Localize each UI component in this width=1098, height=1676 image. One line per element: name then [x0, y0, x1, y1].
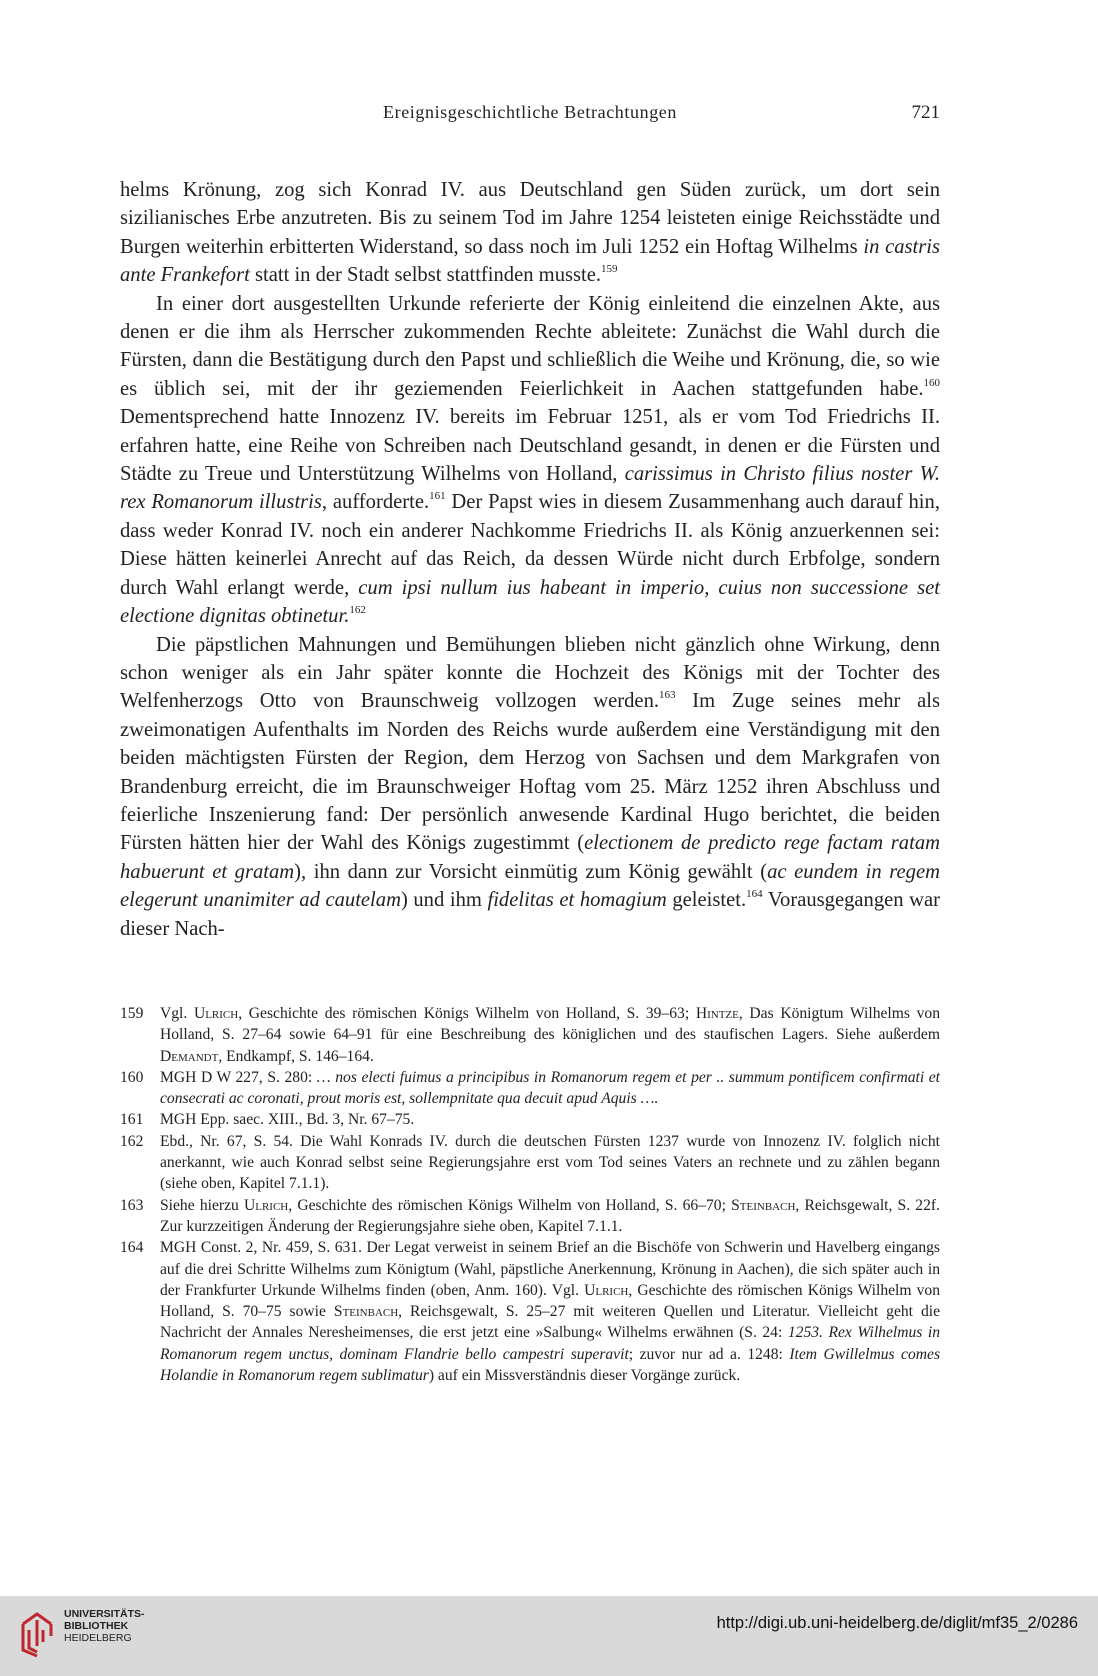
- footnote-ref-162: 162: [349, 604, 366, 617]
- library-logo-text[interactable]: UNIVERSITÄTS- BIBLIOTHEK HEIDELBERG: [64, 1608, 145, 1644]
- page-number: 721: [911, 102, 940, 123]
- paragraph-1: helms Krönung, zog sich Konrad IV. aus Deutschland gen Süden zurück, um dort sein sizilianisches Erbe anzutreten. Bis zu seinem Tod im Jahre 1254 leisteten einige Reichsstädte und Burgen weiterhin erbitterten Widerstand, so dass noch im Juli 1252 ein Hoftag Wilhelms in castris ante Frankefort statt in der Stadt selbst stattfinden musste.$^{159}$: [120, 179, 941, 287]
- footnotes: [120, 1003, 940, 1386]
- footnote-160: 160 MGH D W 227, S. 280: … nos electi fuimus a principibus in Romanorum regem et per .. summum pontificem confirmati et consecrati ac coronati, prout moris est, sollempnitate qua decuit apud Aquis ….: [120, 1068, 940, 1108]
- footnote-number: 160: [120, 1068, 144, 1086]
- footnote-161: 161 MGH Epp. saec. XIII., Bd. 3, Nr. 67–75.: [120, 1109, 940, 1130]
- footnote-ref-160: 160: [923, 376, 940, 389]
- footer-bar: [0, 1596, 1098, 1676]
- source-url-link[interactable]: http://digi.ub.uni-heidelberg.de/diglit/mf35_2/0286: [716, 1614, 1078, 1632]
- footnote-163: 163 Siehe hierzu Ulrich, Geschichte des römischen Königs Wilhelm von Holland, S. 66–70; Steinbach, Reichsgewalt, S. 22f. Zur kurzzeitigen Änderung der Regierungsjahre siehe oben, Kapitel 7.1.1.: [120, 1196, 940, 1235]
- footnote-number: 164: [120, 1239, 144, 1257]
- running-header-title: Ereignisgeschichtliche Betrachtungen: [383, 102, 677, 122]
- running-header: [120, 102, 940, 128]
- paragraph-3: Die päpstlichen Mahnungen und Bemühungen blieben nicht gänzlich ohne Wirkung, denn schon weniger als ein Jahr später konnte die Hochzeit des Königs mit der Tochter des Welfenherzogs Otto von Braunschweig vollzogen werden.$^{163}$ Im Zuge seines mehr als zweimonatigen Aufenthalts im Norden des Reichs wurde außerdem eine Verständigung mit den beiden mächtigsten Fürsten der Region, dem Herzog von Sachsen und dem Markgrafen von Brandenburg erreicht, die im Braunschweiger Hoftag vom 25. März 1252 ihren Abschluss und feierliche Inszenierung fand: Der persönlich anwesende Kardinal Hugo berichtet, die beiden Fürsten hätten hier der Wahl des Königs zugestimmt (electionem de predicto rege factam ratam habuerunt et gratam), ihn dann zur Vorsicht einmütig zum König gewählt (ac eundem in regem elegerunt unanimiter ad cautelam) und ihm fidelitas et homagium geleistet.$^{164}$ Vorausgegangen war dieser Nach-: [120, 633, 940, 940]
- footnote-162: 162 Ebd., Nr. 67, S. 54. Die Wahl Konrads IV. durch die deutschen Fürsten 1237 wurde von Innozenz IV. folglich nicht anerkannt, wie auch Konrad selbst seine Regierungsjahre erst vom Tod seines Vaters an rechnete und zu zählen begann (siehe oben, Kapitel 7.1.1).: [120, 1132, 940, 1193]
- footnote-number: 161: [120, 1111, 144, 1129]
- footnote-ref-164: 164: [746, 888, 763, 901]
- footnote-number: 163: [120, 1196, 144, 1214]
- main-text: [120, 176, 940, 943]
- footnote-ref-159: 159: [601, 263, 618, 276]
- footnote-ref-163: 163: [659, 689, 676, 702]
- footnote-number: 159: [120, 1005, 144, 1022]
- footnote-159: 159 Vgl. Ulrich, Geschichte des römischen Königs Wilhelm von Holland, S. 39–63; Hintze, Das Königtum Wilhelms von Holland, S. 27–64 sowie 64–91 für eine Beschreibung des königlichen und des staufischen Lagers. Siehe außerdem Demandt, Endkampf, S. 146–164.: [120, 1005, 940, 1065]
- footnote-number: 162: [120, 1132, 144, 1150]
- footnote-ref-161: 161: [429, 490, 446, 503]
- paragraph-2: In einer dort ausgestellten Urkunde referierte der König einleitend die einzelnen Akte, aus denen er die ihm als Herrscher zukommenden Rechte ableitete: Zunächst die Wahl durch die Fürsten, dann die Bestätigung durch den Papst und schließlich die Weihe und Krönung, die, so wie es üblich sei, mit der ihr geziemenden Feierlichkeit in Aachen stattgefunden habe.$^{160}$ Dementsprechend hatte Innozenz IV. bereits im Februar 1251, als er vom Tod Friedrichs II. erfahren hatte, eine Reihe von Schreiben nach Deutschland gesandt, in denen er die Fürsten und Städte zu Treue und Unterstützung Wilhelms von Holland, carissimus in Christo filius noster W. rex Romanorum illustris, aufforderte.$^{161}$ Der Papst wies in diesem Zusammenhang auch darauf hin, dass weder Konrad IV. noch ein anderer Nachkomme Friedrichs II. als König anzuerkennen sei: Diese hätten keinerlei Anrecht auf das Reich, da dessen Würde nicht durch Erbfolge, sondern durch Wahl erlangt werde, cum ipsi nullum ius habeant in imperio, cuius non successione set electione dignitas obtinetur.$^{162}$: [120, 292, 940, 628]
- library-logo-icon[interactable]: [17, 1606, 57, 1658]
- footnote-164: 164 MGH Const. 2, Nr. 459, S. 631. Der Legat verweist in seinem Brief an die Bischöfe von Schwerin und Havelberg eingangs auf die drei Schritte Wilhelms zum Königtum (Wahl, päpstliche Anerkennung, Krönung in Aachen), die sich später auch in der Frankfurter Urkunde Wilhelms finden (oben, Anm. 160). Vgl. Ulrich, Geschichte des römischen Königs Wilhelm von Holland, S. 70–75 sowie Steinbach, Reichsgewalt, S. 25–27 mit weiteren Quellen und Literatur. Vielleicht geht die Nachricht der Annales Neresheimenses, die erst jetzt eine »Salbung« Wilhelms erwähnen (S. 24: 1253. Rex Wilhelmus in Romanorum regem unctus, dominam Flandrie bello campestri superavit; zuvor nur ad a. 1248: Item Gwillelmus comes Holandie in Romanorum regem sublimatur) auf ein Missverständnis dieser Vorgänge zurück.: [120, 1239, 941, 1385]
